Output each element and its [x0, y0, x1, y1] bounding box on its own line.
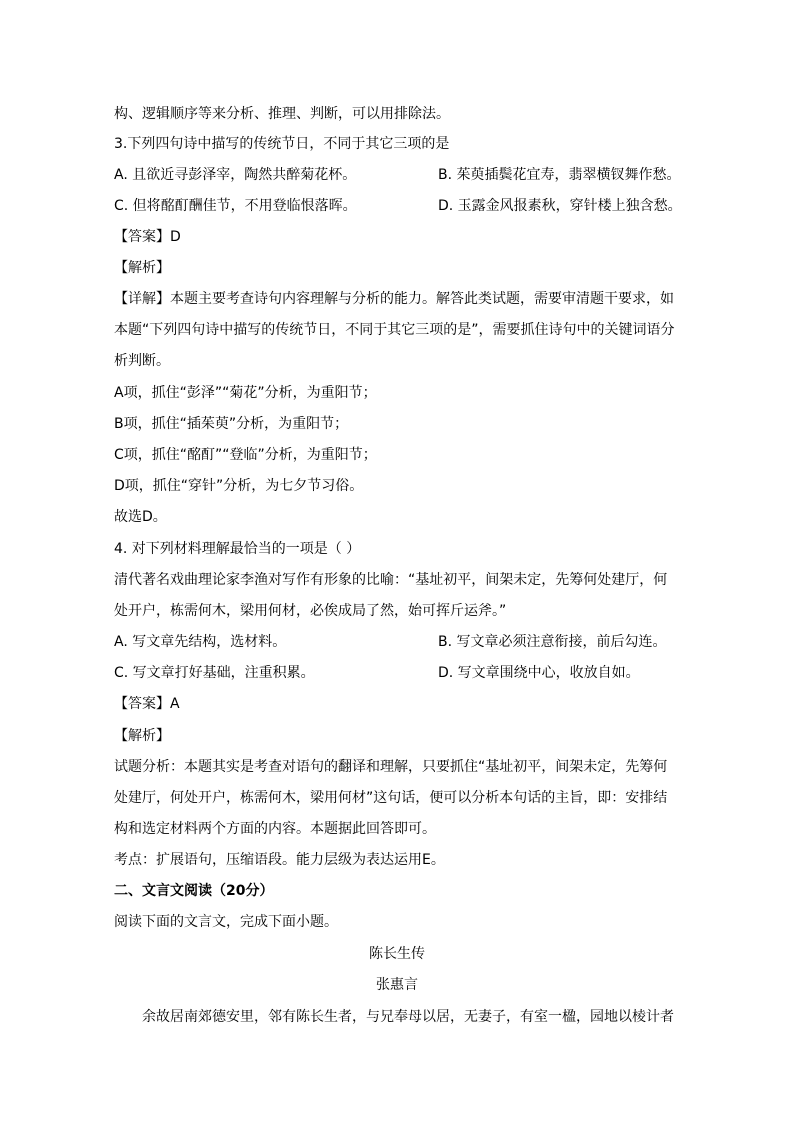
question-3-explain-d: D项，抓住“穿针”分析，为七夕节习俗。 — [114, 478, 364, 494]
question-4-analysis-line-3: 构和选定材料两个方面的内容。本题据此回答即可。 — [114, 821, 436, 837]
question-3-option-a: A. 且欲近寻彭泽宰，陶然共醉菊花杯。 — [114, 167, 357, 183]
question-3-explain-b: B项，抓住“插茱萸”分析，为重阳节； — [114, 416, 349, 432]
question-4-answer: 【答案】A — [114, 696, 180, 712]
passage-text-line-1: 余故居南郊德安里，邻有陈长生者，与兄奉母以居，无妻子，有室一楹，园地以棱计者 — [142, 1009, 674, 1025]
question-4-points: 考点：扩展语句，压缩语段。能力层级为表达运用E。 — [114, 852, 445, 868]
question-4-material-line-1: 清代著名戏曲理论家李渔对写作有形象的比喻：“基址初平，间架未定，先筹何处建厅，何 — [114, 572, 668, 588]
question-4-analysis-label: 【解析】 — [114, 728, 170, 744]
question-3-explain-a: A项，抓住“彭泽”“菊花”分析，为重阳节； — [114, 385, 377, 401]
passage-title: 陈长生传 — [369, 946, 425, 962]
paragraph-continuation: 构、逻辑顺序等来分析、推理、判断，可以用排除法。 — [114, 106, 450, 122]
question-4-analysis-line-1: 试题分析：本题其实是考查对语句的翻译和理解，只要抓住“基址初平，间架未定，先筹何 — [114, 759, 668, 775]
question-3-option-d: D. 玉露金风报素秋，穿针楼上独含愁。 — [438, 198, 682, 214]
question-4-stem: 4. 对下列材料理解最恰当的一项是（ ） — [114, 541, 361, 557]
question-4-option-d: D. 写文章围绕中心，收放自如。 — [438, 665, 640, 681]
question-3-explain-c: C项，抓住“酩酊”“登临”分析，为重阳节； — [114, 447, 377, 463]
question-4-option-b: B. 写文章必须注意衔接，前后勾连。 — [438, 634, 667, 650]
question-3-stem: 3.下列四句诗中描写的传统节日，不同于其它三项的是 — [114, 136, 450, 152]
question-3-detail-line-2: 本题“下列四句诗中描写的传统节日，不同于其它三项的是”，需要抓住诗句中的关键词语分 — [114, 322, 675, 338]
question-3-answer: 【答案】D — [114, 229, 181, 245]
question-4-analysis-line-2: 处建厅，何处开户，栋需何木，梁用何材”这句话，便可以分析本句话的主旨，即：安排结 — [114, 790, 668, 806]
passage-author: 张惠言 — [376, 977, 418, 993]
question-4-option-c: C. 写文章打好基础，注重积累。 — [114, 665, 315, 681]
question-4-option-a: A. 写文章先结构，选材料。 — [114, 634, 287, 650]
question-3-detail-line-1: 【详解】本题主要考查诗句内容理解与分析的能力。解答此类试题，需要审清题干要求，如 — [114, 291, 674, 307]
question-3-option-c: C. 但将酩酊酬佳节，不用登临恨落晖。 — [114, 198, 357, 214]
question-3-option-b: B. 茱萸插鬓花宜寿，翡翠横钗舞作愁。 — [438, 167, 681, 183]
question-4-material-line-2: 处开户，栋需何木，梁用何材，必俟成局了然，始可挥斤运斧。” — [114, 603, 507, 619]
section-2-instruction: 阅读下面的文言文，完成下面小题。 — [114, 914, 338, 930]
question-3-detail-line-3: 析判断。 — [114, 353, 170, 369]
section-2-heading: 二、文言文阅读（20分） — [114, 883, 274, 899]
question-3-conclusion: 故选D。 — [114, 509, 167, 525]
question-3-analysis-label: 【解析】 — [114, 260, 170, 276]
